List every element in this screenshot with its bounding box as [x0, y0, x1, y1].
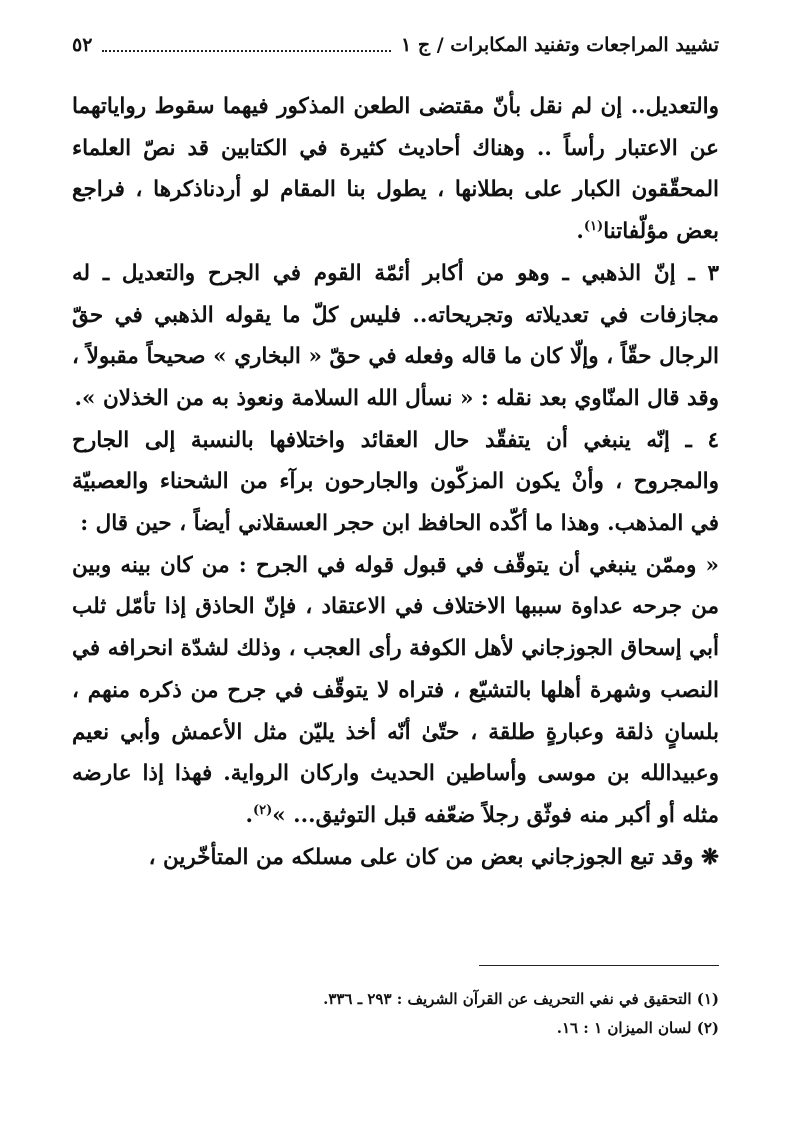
paragraph-2: ٣ ـ إنّ الذهبي ـ وهو من أكابر أئمّة القوم في الجرح والتعديل ـ له مجازفات في تعديلاته وتجريحاته.. فليس كلّ ما يقوله الذهبي في حقّ الرجال حقّاً ، وإلّا كان ما قاله وفعله في حقّ « البخاري » صحيحاً مقبولاً ، وقد قال المنّاوي بعد نقله : « نسأل الله السلامة ونعوذ به من الخذلان ».	[72, 260, 719, 411]
paragraph-4-text: « وممّن ينبغي أن يتوقّف في قبول قوله في الجرح : من كان بينه وبين من جرحه عداوة سببها الاختلاف في الاعتقاد ، فإنّ الحاذق إذا تأمّل ثلب أبي إسحاق الجوزجاني لأهل الكوفة رأى العجب ، وذلك لشدّة انحرافه في النصب وشهرة أهلها بالتشيّع ، فتراه لا يتوقّف في جرح من ذكره منهم ، بلسانٍ ذلقة وعبارةٍ طلقة ، حتّىٰ أنّه أخذ يليّن مثل الأعمش وأبي نعيم وعبيدالله بن موسى وأساطين الحديث واركان الرواية. فهذا إذا عارضه مثله أو أكبر منه فوثّق رجلاً ضعّفه قبل التوثيق... »	[72, 552, 719, 828]
footnote-2: (٢) لسان الميزان ١ : ١٦.	[556, 1019, 719, 1037]
footnote-ref-2[interactable]: (٢)	[252, 802, 273, 818]
paragraph-4-end: .	[245, 802, 253, 828]
paragraph-4-quote	[72, 545, 719, 837]
footnote-ref-1[interactable]: (١)	[583, 218, 604, 234]
paragraph-1-text: والتعديل.. إن لم نقل بأنّ مقتضى الطعن المذكور فيهما سقوط رواياتهما عن الاعتبار رأساً .. وهناك أحاديث كثيرة في الكتابين قد نصّ العلماء المحقّقون الكبار على بطلانها ، يطول بنا المقام لو أردناذكرها ، فراجع بعض مؤلّفاتنا	[72, 94, 719, 245]
footnote-separator	[479, 965, 719, 966]
footnote-1: (١) التحقيق في نفي التحريف عن القرآن الشريف : ٢٩٣ ـ ٣٣٦.	[323, 990, 719, 1008]
main-text	[72, 86, 719, 878]
paragraph-3: ٤ ـ إنّه ينبغي أن يتفقّد حال العقائد واختلافها بالنسبة إلى الجارح والمجروح ، وأنْ يكون المزكّون والجارحون برآء من الشحناء والعصبيّة في المذهب. وهذا ما أكّده الحافظ ابن حجر العسقلاني أيضاً ، حين قال :	[72, 427, 719, 537]
page-number: ٥٢	[72, 34, 93, 56]
paragraph-1-end: .	[576, 219, 584, 245]
paragraph-5: ❋ وقد تبع الجوزجاني بعض من كان على مسلكه من المتأخّرين ،	[148, 844, 719, 870]
footnotes	[72, 985, 719, 1043]
dotted-leader	[102, 50, 391, 52]
book-title: تشييد المراجعات وتفنيد المكابرات / ج ١	[401, 34, 719, 56]
running-header	[72, 30, 719, 60]
paragraph-1	[72, 86, 719, 253]
